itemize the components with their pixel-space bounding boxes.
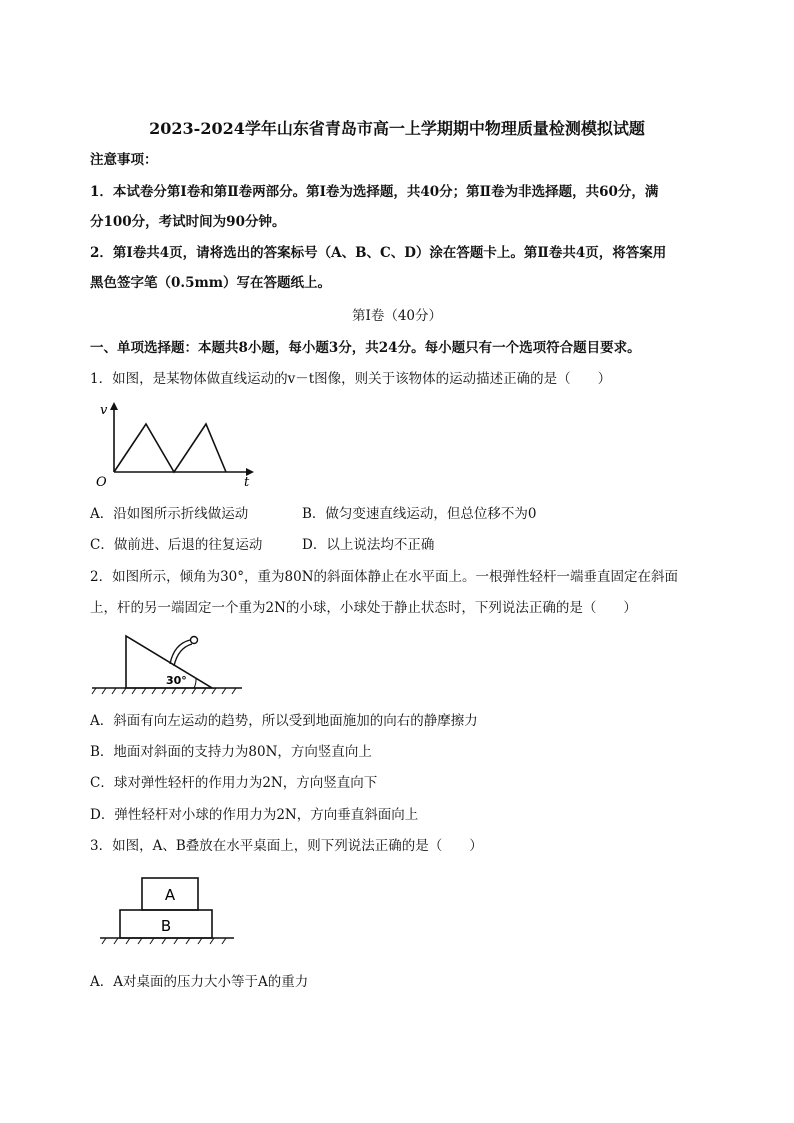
q2-angle-label: 30° — [166, 674, 187, 687]
q2-option-d[interactable]: D．弹性轻杆对小球的作用力为2N，方向垂直斜面向上 — [90, 807, 419, 823]
q1-option-a[interactable]: A．沿如图所示折线做运动 — [90, 506, 249, 522]
notice-item-2-line-1: 2．第Ⅰ卷共4页，请将选出的答案标号（A、B、C、D）涂在答题卡上。第Ⅱ卷共4页，将答案用 — [90, 245, 667, 261]
q3-stem: 3．如图，A、B叠放在水平桌面上，则下列说法正确的是（ ） — [90, 838, 483, 854]
q2-option-a[interactable]: A．斜面有向左运动的趋势，所以受到地面施加的向右的静摩擦力 — [90, 713, 478, 729]
notice-item-1-line-2: 分100分，考试时间为90分钟。 — [90, 214, 286, 230]
q2-incline-figure — [90, 630, 250, 698]
q1-vt-graph-figure — [90, 400, 260, 490]
q3-option-a[interactable]: A．A对桌面的压力大小等于A的重力 — [90, 974, 309, 990]
q1-option-c[interactable]: C．做前进、后退的往复运动 — [90, 537, 263, 553]
q3-block-b-label: B — [160, 917, 172, 935]
q3-stacked-blocks-figure — [98, 876, 238, 948]
q2-stem-line-2: 上，杆的另一端固定一个重为2N的小球，小球处于静止状态时，下列说法正确的是（ ） — [90, 600, 637, 616]
q1-y-axis-label: v — [100, 403, 108, 418]
part1-heading: 一、单项选择题：本题共8小题，每小题3分，共24分。每小题只有一个选项符合题目要求。 — [90, 340, 641, 356]
q1-option-d[interactable]: D．以上说法均不正确 — [302, 537, 435, 553]
notice-item-1-line-1: 1．本试卷分第Ⅰ卷和第Ⅱ卷两部分。第Ⅰ卷为选择题，共40分；第Ⅱ卷为非选择题，共60分，满 — [90, 184, 659, 200]
section-title: 第Ⅰ卷（40分） — [351, 308, 442, 324]
q2-stem-line-1: 2．如图所示，倾角为30°，重为80N的斜面体静止在水平面上。一根弹性轻杆一端垂直固定在斜面 — [90, 569, 679, 585]
q3-block-a-label: A — [164, 886, 176, 904]
q1-stem: 1．如图，是某物体做直线运动的v－t图像，则关于该物体的运动描述正确的是（ ） — [90, 371, 612, 387]
q2-option-c[interactable]: C．球对弹性轻杆的作用力为2N，方向竖直向下 — [90, 775, 378, 791]
q2-option-b[interactable]: B．地面对斜面的支持力为80N，方向竖直向上 — [90, 744, 372, 760]
notice-item-2-line-2: 黑色签字笔（0.5mm）写在答题纸上。 — [90, 275, 332, 291]
notice-heading: 注意事项： — [90, 152, 158, 168]
page-title: 2023-2024学年山东省青岛市高一上学期期中物理质量检测模拟试题 — [149, 119, 645, 138]
q1-x-axis-label: t — [244, 475, 250, 490]
q1-option-b[interactable]: B．做匀变速直线运动，但总位移不为0 — [302, 506, 537, 522]
q1-origin-label: O — [96, 475, 107, 490]
